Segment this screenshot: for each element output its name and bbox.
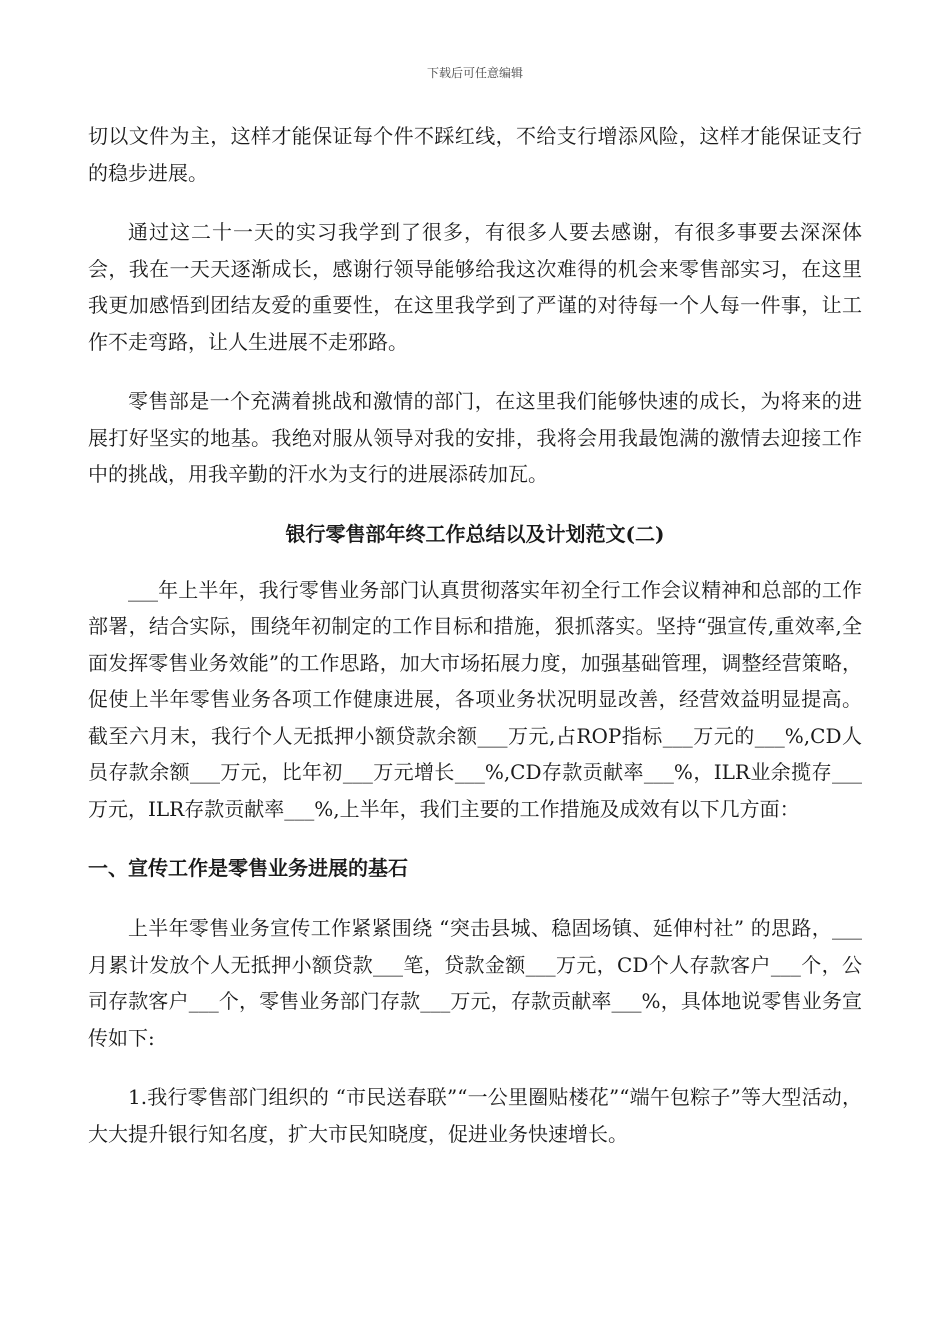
section-title: 银行零售部年终工作总结以及计划范文(二) [285,521,665,546]
paragraph-activities: 1.我行零售部门组织的 “市民送春联”“一公里圈贴楼花”“端午包粽子”等大型活动，大大提升银行知名度，扩大市民知晓度，促进业务快速增长。 [88,1085,862,1146]
document-body [88,118,862,1152]
paragraph-continuation: 切以文件为主，这样才能保证每个件不踩红线，不给支行增添风险，这样才能保证支行的稳步进展。 [88,124,862,185]
page-header: 下载后可任意编辑 [426,66,523,80]
paragraph-retail-department: 零售部是一个充满着挑战和激情的部门，在这里我们能够快速的成长，为将来的进展打好坚实的地基。我绝对服从领导对我的安排，我将会用我最饱满的激情去迎接工作中的挑战，用我辛勤的汗水为支行的进展添砖加瓦。 [88,389,862,486]
paragraph-internship-reflection: 通过这二十一天的实习我学到了很多，有很多人要去感谢，有很多事要去深深体会，我在一天天逐渐成长，感谢行领导能够给我这次难得的机会来零售部实习，在这里我更加感悟到团结友爱的重要性，在这里我学到了严谨的对待每一个人每一件事，让工作不走弯路，让人生进展不走邪路。 [88,220,862,354]
paragraph-half-year-summary: ___年上半年，我行零售业务部门认真贯彻落实年初全行工作会议精神和总部的工作部署，结合实际，围绕年初制定的工作目标和措施，狠抓落实。坚持“强宣传,重效率,全面发挥零售业务效能”的工作思路，加大市场拓展力度，加强基础管理，调整经营策略，促使上半年零售业务各项工作健康进展，各项业务状况明显改善，经营效益明显提高。截至六月末，我行个人无抵押小额贷款余额___万元,占ROP指标___万元的___%,CD人员存款余额___万元，比年初___万元增长___%,CD存款贡献率___%，ILR业余揽存___万元，ILR存款贡献率___%,上半年，我们主要的工作措施及成效有以下几方面： [88,577,862,821]
paragraph-publicity-work: 上半年零售业务宣传工作紧紧围绕 “突击县城、稳固场镇、延伸村社” 的思路，___月累计发放个人无抵押小额贷款___笔，贷款金额___万元，CD个人存款客户___个，公司存款客户___个，零售业务部门存款___万元，存款贡献率___%，具体地说零售业务宣传如下: [88,916,862,1050]
heading-publicity: 一、宣传工作是零售业务进展的基石 [88,856,408,880]
